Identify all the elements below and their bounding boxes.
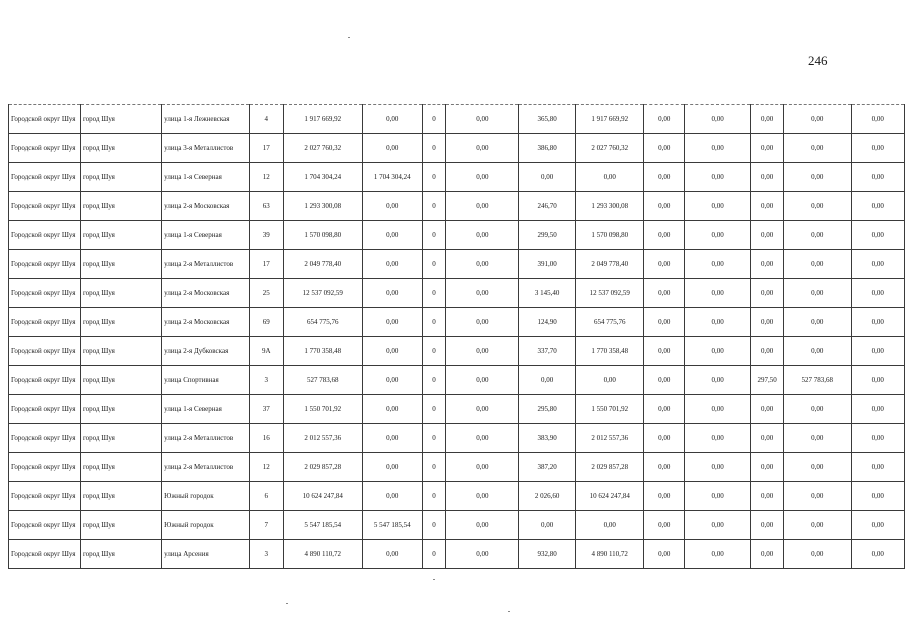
value-cell-c10: 0,00 bbox=[784, 540, 851, 569]
value-cell-c8: 0,00 bbox=[685, 482, 751, 511]
table-row bbox=[9, 279, 905, 308]
value-cell-c6: 4 890 110,72 bbox=[575, 540, 644, 569]
house-number-cell: 25 bbox=[249, 279, 283, 308]
value-cell-c7: 0,00 bbox=[644, 511, 685, 540]
value-cell-c9: 0,00 bbox=[751, 482, 784, 511]
value-cell-c4: 0,00 bbox=[446, 221, 519, 250]
value-cell-c3: 0 bbox=[422, 366, 446, 395]
table-row bbox=[9, 540, 905, 569]
value-cell-c4: 0,00 bbox=[446, 366, 519, 395]
table-row bbox=[9, 163, 905, 192]
value-cell-c4: 0,00 bbox=[446, 279, 519, 308]
house-number-cell: 37 bbox=[249, 395, 283, 424]
value-cell-c6: 2 012 557,36 bbox=[575, 424, 644, 453]
value-cell-c1: 2 012 557,36 bbox=[283, 424, 362, 453]
value-cell-c5: 386,80 bbox=[519, 134, 576, 163]
value-cell-c3: 0 bbox=[422, 192, 446, 221]
scan-speck bbox=[508, 611, 510, 612]
district-cell: Городской округ Шуя bbox=[9, 308, 81, 337]
value-cell-c2: 0,00 bbox=[362, 192, 422, 221]
house-number-cell: 12 bbox=[249, 453, 283, 482]
value-cell-c10: 0,00 bbox=[784, 163, 851, 192]
value-cell-c2: 0,00 bbox=[362, 337, 422, 366]
district-cell: Городской округ Шуя bbox=[9, 511, 81, 540]
house-number-cell: 16 bbox=[249, 424, 283, 453]
value-cell-c9: 297,50 bbox=[751, 366, 784, 395]
value-cell-c1: 1 293 300,08 bbox=[283, 192, 362, 221]
city-cell: город Шуя bbox=[80, 424, 161, 453]
value-cell-c4: 0,00 bbox=[446, 453, 519, 482]
value-cell-c1: 2 049 778,40 bbox=[283, 250, 362, 279]
value-cell-c10: 0,00 bbox=[784, 221, 851, 250]
value-cell-c2: 0,00 bbox=[362, 221, 422, 250]
value-cell-c2: 0,00 bbox=[362, 453, 422, 482]
street-cell: улица 1-я Северная bbox=[162, 395, 250, 424]
street-cell: улица 2-я Металлистов bbox=[162, 250, 250, 279]
value-cell-c7: 0,00 bbox=[644, 424, 685, 453]
house-number-cell: 17 bbox=[249, 250, 283, 279]
value-cell-c3: 0 bbox=[422, 163, 446, 192]
city-cell: город Шуя bbox=[80, 482, 161, 511]
value-cell-c7: 0,00 bbox=[644, 192, 685, 221]
city-cell: город Шуя bbox=[80, 163, 161, 192]
city-cell: город Шуя bbox=[80, 453, 161, 482]
district-cell: Городской округ Шуя bbox=[9, 279, 81, 308]
district-cell: Городской округ Шуя bbox=[9, 540, 81, 569]
value-cell-c5: 295,80 bbox=[519, 395, 576, 424]
value-cell-c9: 0,00 bbox=[751, 540, 784, 569]
value-cell-c8: 0,00 bbox=[685, 163, 751, 192]
city-cell: город Шуя bbox=[80, 279, 161, 308]
value-cell-c11: 0,00 bbox=[851, 337, 905, 366]
value-cell-c8: 0,00 bbox=[685, 395, 751, 424]
value-cell-c9: 0,00 bbox=[751, 308, 784, 337]
district-cell: Городской округ Шуя bbox=[9, 482, 81, 511]
value-cell-c3: 0 bbox=[422, 221, 446, 250]
table-row bbox=[9, 366, 905, 395]
street-cell: улица 2-я Московская bbox=[162, 279, 250, 308]
value-cell-c7: 0,00 bbox=[644, 134, 685, 163]
value-cell-c8: 0,00 bbox=[685, 540, 751, 569]
district-cell: Городской округ Шуя bbox=[9, 134, 81, 163]
value-cell-c10: 0,00 bbox=[784, 482, 851, 511]
house-number-cell: 3 bbox=[249, 366, 283, 395]
value-cell-c3: 0 bbox=[422, 395, 446, 424]
value-cell-c4: 0,00 bbox=[446, 395, 519, 424]
value-cell-c11: 0,00 bbox=[851, 134, 905, 163]
value-cell-c1: 10 624 247,84 bbox=[283, 482, 362, 511]
value-cell-c7: 0,00 bbox=[644, 540, 685, 569]
city-cell: город Шуя bbox=[80, 221, 161, 250]
street-cell: Южный городок bbox=[162, 482, 250, 511]
street-cell: улица 2-я Московская bbox=[162, 308, 250, 337]
street-cell: улица 1-я Северная bbox=[162, 163, 250, 192]
value-cell-c4: 0,00 bbox=[446, 424, 519, 453]
table-row bbox=[9, 424, 905, 453]
value-cell-c8: 0,00 bbox=[685, 424, 751, 453]
value-cell-c1: 527 783,68 bbox=[283, 366, 362, 395]
value-cell-c4: 0,00 bbox=[446, 511, 519, 540]
district-cell: Городской округ Шуя bbox=[9, 250, 81, 279]
table-row bbox=[9, 308, 905, 337]
value-cell-c5: 299,50 bbox=[519, 221, 576, 250]
table-row bbox=[9, 250, 905, 279]
city-cell: город Шуя bbox=[80, 308, 161, 337]
value-cell-c2: 0,00 bbox=[362, 424, 422, 453]
value-cell-c3: 0 bbox=[422, 308, 446, 337]
house-number-cell: 69 bbox=[249, 308, 283, 337]
value-cell-c7: 0,00 bbox=[644, 250, 685, 279]
value-cell-c7: 0,00 bbox=[644, 395, 685, 424]
value-cell-c9: 0,00 bbox=[751, 395, 784, 424]
value-cell-c9: 0,00 bbox=[751, 105, 784, 134]
value-cell-c5: 3 145,40 bbox=[519, 279, 576, 308]
city-cell: город Шуя bbox=[80, 250, 161, 279]
house-number-cell: 39 bbox=[249, 221, 283, 250]
value-cell-c5: 0,00 bbox=[519, 511, 576, 540]
value-cell-c8: 0,00 bbox=[685, 192, 751, 221]
value-cell-c4: 0,00 bbox=[446, 192, 519, 221]
value-cell-c8: 0,00 bbox=[685, 366, 751, 395]
value-cell-c10: 0,00 bbox=[784, 511, 851, 540]
value-cell-c8: 0,00 bbox=[685, 308, 751, 337]
district-cell: Городской округ Шуя bbox=[9, 366, 81, 395]
value-cell-c9: 0,00 bbox=[751, 221, 784, 250]
value-cell-c1: 1 570 098,80 bbox=[283, 221, 362, 250]
house-number-cell: 12 bbox=[249, 163, 283, 192]
value-cell-c6: 654 775,76 bbox=[575, 308, 644, 337]
value-cell-c10: 527 783,68 bbox=[784, 366, 851, 395]
value-cell-c6: 2 027 760,32 bbox=[575, 134, 644, 163]
street-cell: улица 2-я Металлистов bbox=[162, 424, 250, 453]
table-row bbox=[9, 395, 905, 424]
city-cell: город Шуя bbox=[80, 366, 161, 395]
value-cell-c10: 0,00 bbox=[784, 308, 851, 337]
district-cell: Городской округ Шуя bbox=[9, 192, 81, 221]
value-cell-c1: 12 537 092,59 bbox=[283, 279, 362, 308]
district-cell: Городской округ Шуя bbox=[9, 453, 81, 482]
value-cell-c6: 1 770 358,48 bbox=[575, 337, 644, 366]
value-cell-c11: 0,00 bbox=[851, 366, 905, 395]
value-cell-c4: 0,00 bbox=[446, 308, 519, 337]
value-cell-c2: 0,00 bbox=[362, 482, 422, 511]
value-cell-c5: 337,70 bbox=[519, 337, 576, 366]
value-cell-c8: 0,00 bbox=[685, 279, 751, 308]
value-cell-c2: 0,00 bbox=[362, 250, 422, 279]
value-cell-c5: 365,80 bbox=[519, 105, 576, 134]
house-number-cell: 6 bbox=[249, 482, 283, 511]
value-cell-c6: 2 049 778,40 bbox=[575, 250, 644, 279]
district-cell: Городской округ Шуя bbox=[9, 105, 81, 134]
value-cell-c7: 0,00 bbox=[644, 308, 685, 337]
value-cell-c2: 1 704 304,24 bbox=[362, 163, 422, 192]
table-body bbox=[9, 105, 905, 569]
value-cell-c1: 2 027 760,32 bbox=[283, 134, 362, 163]
district-cell: Городской округ Шуя bbox=[9, 163, 81, 192]
value-cell-c11: 0,00 bbox=[851, 511, 905, 540]
value-cell-c8: 0,00 bbox=[685, 453, 751, 482]
value-cell-c4: 0,00 bbox=[446, 105, 519, 134]
value-cell-c7: 0,00 bbox=[644, 453, 685, 482]
value-cell-c7: 0,00 bbox=[644, 482, 685, 511]
value-cell-c3: 0 bbox=[422, 279, 446, 308]
value-cell-c10: 0,00 bbox=[784, 453, 851, 482]
value-cell-c3: 0 bbox=[422, 134, 446, 163]
street-cell: улица 1-я Лежневская bbox=[162, 105, 250, 134]
street-cell: Южный городок bbox=[162, 511, 250, 540]
value-cell-c2: 0,00 bbox=[362, 279, 422, 308]
house-number-cell: 7 bbox=[249, 511, 283, 540]
value-cell-c8: 0,00 bbox=[685, 105, 751, 134]
value-cell-c4: 0,00 bbox=[446, 482, 519, 511]
value-cell-c1: 1 770 358,48 bbox=[283, 337, 362, 366]
value-cell-c7: 0,00 bbox=[644, 366, 685, 395]
value-cell-c11: 0,00 bbox=[851, 308, 905, 337]
value-cell-c6: 2 029 857,28 bbox=[575, 453, 644, 482]
value-cell-c6: 1 570 098,80 bbox=[575, 221, 644, 250]
district-cell: Городской округ Шуя bbox=[9, 337, 81, 366]
house-number-cell: 4 bbox=[249, 105, 283, 134]
street-cell: улица Арсения bbox=[162, 540, 250, 569]
house-number-cell: 3 bbox=[249, 540, 283, 569]
value-cell-c7: 0,00 bbox=[644, 163, 685, 192]
house-number-cell: 17 bbox=[249, 134, 283, 163]
city-cell: город Шуя bbox=[80, 105, 161, 134]
value-cell-c9: 0,00 bbox=[751, 424, 784, 453]
table-row bbox=[9, 134, 905, 163]
value-cell-c9: 0,00 bbox=[751, 163, 784, 192]
value-cell-c11: 0,00 bbox=[851, 482, 905, 511]
value-cell-c11: 0,00 bbox=[851, 163, 905, 192]
house-number-cell: 63 bbox=[249, 192, 283, 221]
street-cell: улица 1-я Северная bbox=[162, 221, 250, 250]
value-cell-c9: 0,00 bbox=[751, 511, 784, 540]
value-cell-c10: 0,00 bbox=[784, 395, 851, 424]
value-cell-c6: 12 537 092,59 bbox=[575, 279, 644, 308]
value-cell-c10: 0,00 bbox=[784, 105, 851, 134]
street-cell: улица 2-я Дубковская bbox=[162, 337, 250, 366]
value-cell-c5: 0,00 bbox=[519, 366, 576, 395]
value-cell-c10: 0,00 bbox=[784, 424, 851, 453]
scan-speck bbox=[286, 603, 288, 604]
value-cell-c9: 0,00 bbox=[751, 250, 784, 279]
value-cell-c3: 0 bbox=[422, 424, 446, 453]
page-number: 246 bbox=[808, 53, 828, 68]
value-cell-c4: 0,00 bbox=[446, 250, 519, 279]
value-cell-c10: 0,00 bbox=[784, 134, 851, 163]
value-cell-c1: 654 775,76 bbox=[283, 308, 362, 337]
value-cell-c7: 0,00 bbox=[644, 105, 685, 134]
district-cell: Городской округ Шуя bbox=[9, 395, 81, 424]
value-cell-c5: 124,90 bbox=[519, 308, 576, 337]
street-cell: улица Спортивная bbox=[162, 366, 250, 395]
value-cell-c11: 0,00 bbox=[851, 279, 905, 308]
city-cell: город Шуя bbox=[80, 395, 161, 424]
value-cell-c3: 0 bbox=[422, 540, 446, 569]
value-cell-c6: 10 624 247,84 bbox=[575, 482, 644, 511]
value-cell-c2: 0,00 bbox=[362, 308, 422, 337]
value-cell-c4: 0,00 bbox=[446, 163, 519, 192]
value-cell-c6: 1 550 701,92 bbox=[575, 395, 644, 424]
value-cell-c8: 0,00 bbox=[685, 511, 751, 540]
value-cell-c2: 0,00 bbox=[362, 105, 422, 134]
city-cell: город Шуя bbox=[80, 192, 161, 221]
value-cell-c3: 0 bbox=[422, 482, 446, 511]
value-cell-c5: 932,80 bbox=[519, 540, 576, 569]
scan-speck bbox=[348, 37, 350, 38]
value-cell-c6: 0,00 bbox=[575, 163, 644, 192]
table-row bbox=[9, 337, 905, 366]
value-cell-c11: 0,00 bbox=[851, 250, 905, 279]
street-cell: улица 2-я Московская bbox=[162, 192, 250, 221]
value-cell-c2: 0,00 bbox=[362, 395, 422, 424]
value-cell-c2: 0,00 bbox=[362, 366, 422, 395]
value-cell-c11: 0,00 bbox=[851, 221, 905, 250]
value-cell-c8: 0,00 bbox=[685, 337, 751, 366]
value-cell-c10: 0,00 bbox=[784, 250, 851, 279]
value-cell-c3: 0 bbox=[422, 250, 446, 279]
value-cell-c6: 0,00 bbox=[575, 511, 644, 540]
value-cell-c4: 0,00 bbox=[446, 540, 519, 569]
value-cell-c5: 2 026,60 bbox=[519, 482, 576, 511]
value-cell-c11: 0,00 bbox=[851, 395, 905, 424]
value-cell-c8: 0,00 bbox=[685, 221, 751, 250]
table-row bbox=[9, 192, 905, 221]
value-cell-c3: 0 bbox=[422, 337, 446, 366]
registry-table bbox=[8, 104, 905, 569]
city-cell: город Шуя bbox=[80, 511, 161, 540]
value-cell-c6: 1 917 669,92 bbox=[575, 105, 644, 134]
value-cell-c7: 0,00 bbox=[644, 279, 685, 308]
value-cell-c6: 0,00 bbox=[575, 366, 644, 395]
value-cell-c2: 0,00 bbox=[362, 540, 422, 569]
value-cell-c10: 0,00 bbox=[784, 337, 851, 366]
city-cell: город Шуя bbox=[80, 134, 161, 163]
value-cell-c1: 1 704 304,24 bbox=[283, 163, 362, 192]
value-cell-c10: 0,00 bbox=[784, 192, 851, 221]
street-cell: улица 2-я Металлистов bbox=[162, 453, 250, 482]
table-row bbox=[9, 221, 905, 250]
value-cell-c7: 0,00 bbox=[644, 221, 685, 250]
city-cell: город Шуя bbox=[80, 337, 161, 366]
table-row bbox=[9, 105, 905, 134]
value-cell-c11: 0,00 bbox=[851, 192, 905, 221]
value-cell-c5: 391,00 bbox=[519, 250, 576, 279]
value-cell-c5: 383,90 bbox=[519, 424, 576, 453]
table-row bbox=[9, 511, 905, 540]
table-row bbox=[9, 453, 905, 482]
value-cell-c8: 0,00 bbox=[685, 250, 751, 279]
value-cell-c9: 0,00 bbox=[751, 279, 784, 308]
value-cell-c5: 0,00 bbox=[519, 163, 576, 192]
value-cell-c9: 0,00 bbox=[751, 337, 784, 366]
value-cell-c11: 0,00 bbox=[851, 540, 905, 569]
value-cell-c11: 0,00 bbox=[851, 424, 905, 453]
value-cell-c9: 0,00 bbox=[751, 453, 784, 482]
value-cell-c2: 0,00 bbox=[362, 134, 422, 163]
value-cell-c9: 0,00 bbox=[751, 192, 784, 221]
value-cell-c11: 0,00 bbox=[851, 105, 905, 134]
value-cell-c5: 246,70 bbox=[519, 192, 576, 221]
value-cell-c1: 5 547 185,54 bbox=[283, 511, 362, 540]
value-cell-c4: 0,00 bbox=[446, 134, 519, 163]
scan-speck bbox=[433, 579, 435, 580]
value-cell-c6: 1 293 300,08 bbox=[575, 192, 644, 221]
value-cell-c2: 5 547 185,54 bbox=[362, 511, 422, 540]
district-cell: Городской округ Шуя bbox=[9, 221, 81, 250]
value-cell-c7: 0,00 bbox=[644, 337, 685, 366]
value-cell-c1: 1 550 701,92 bbox=[283, 395, 362, 424]
table-row bbox=[9, 482, 905, 511]
city-cell: город Шуя bbox=[80, 540, 161, 569]
value-cell-c3: 0 bbox=[422, 105, 446, 134]
value-cell-c9: 0,00 bbox=[751, 134, 784, 163]
value-cell-c1: 4 890 110,72 bbox=[283, 540, 362, 569]
value-cell-c11: 0,00 bbox=[851, 453, 905, 482]
house-number-cell: 9А bbox=[249, 337, 283, 366]
value-cell-c4: 0,00 bbox=[446, 337, 519, 366]
street-cell: улица 3-я Металлистов bbox=[162, 134, 250, 163]
value-cell-c1: 2 029 857,28 bbox=[283, 453, 362, 482]
value-cell-c1: 1 917 669,92 bbox=[283, 105, 362, 134]
value-cell-c8: 0,00 bbox=[685, 134, 751, 163]
value-cell-c3: 0 bbox=[422, 453, 446, 482]
value-cell-c3: 0 bbox=[422, 511, 446, 540]
district-cell: Городской округ Шуя bbox=[9, 424, 81, 453]
value-cell-c10: 0,00 bbox=[784, 279, 851, 308]
value-cell-c5: 387,20 bbox=[519, 453, 576, 482]
